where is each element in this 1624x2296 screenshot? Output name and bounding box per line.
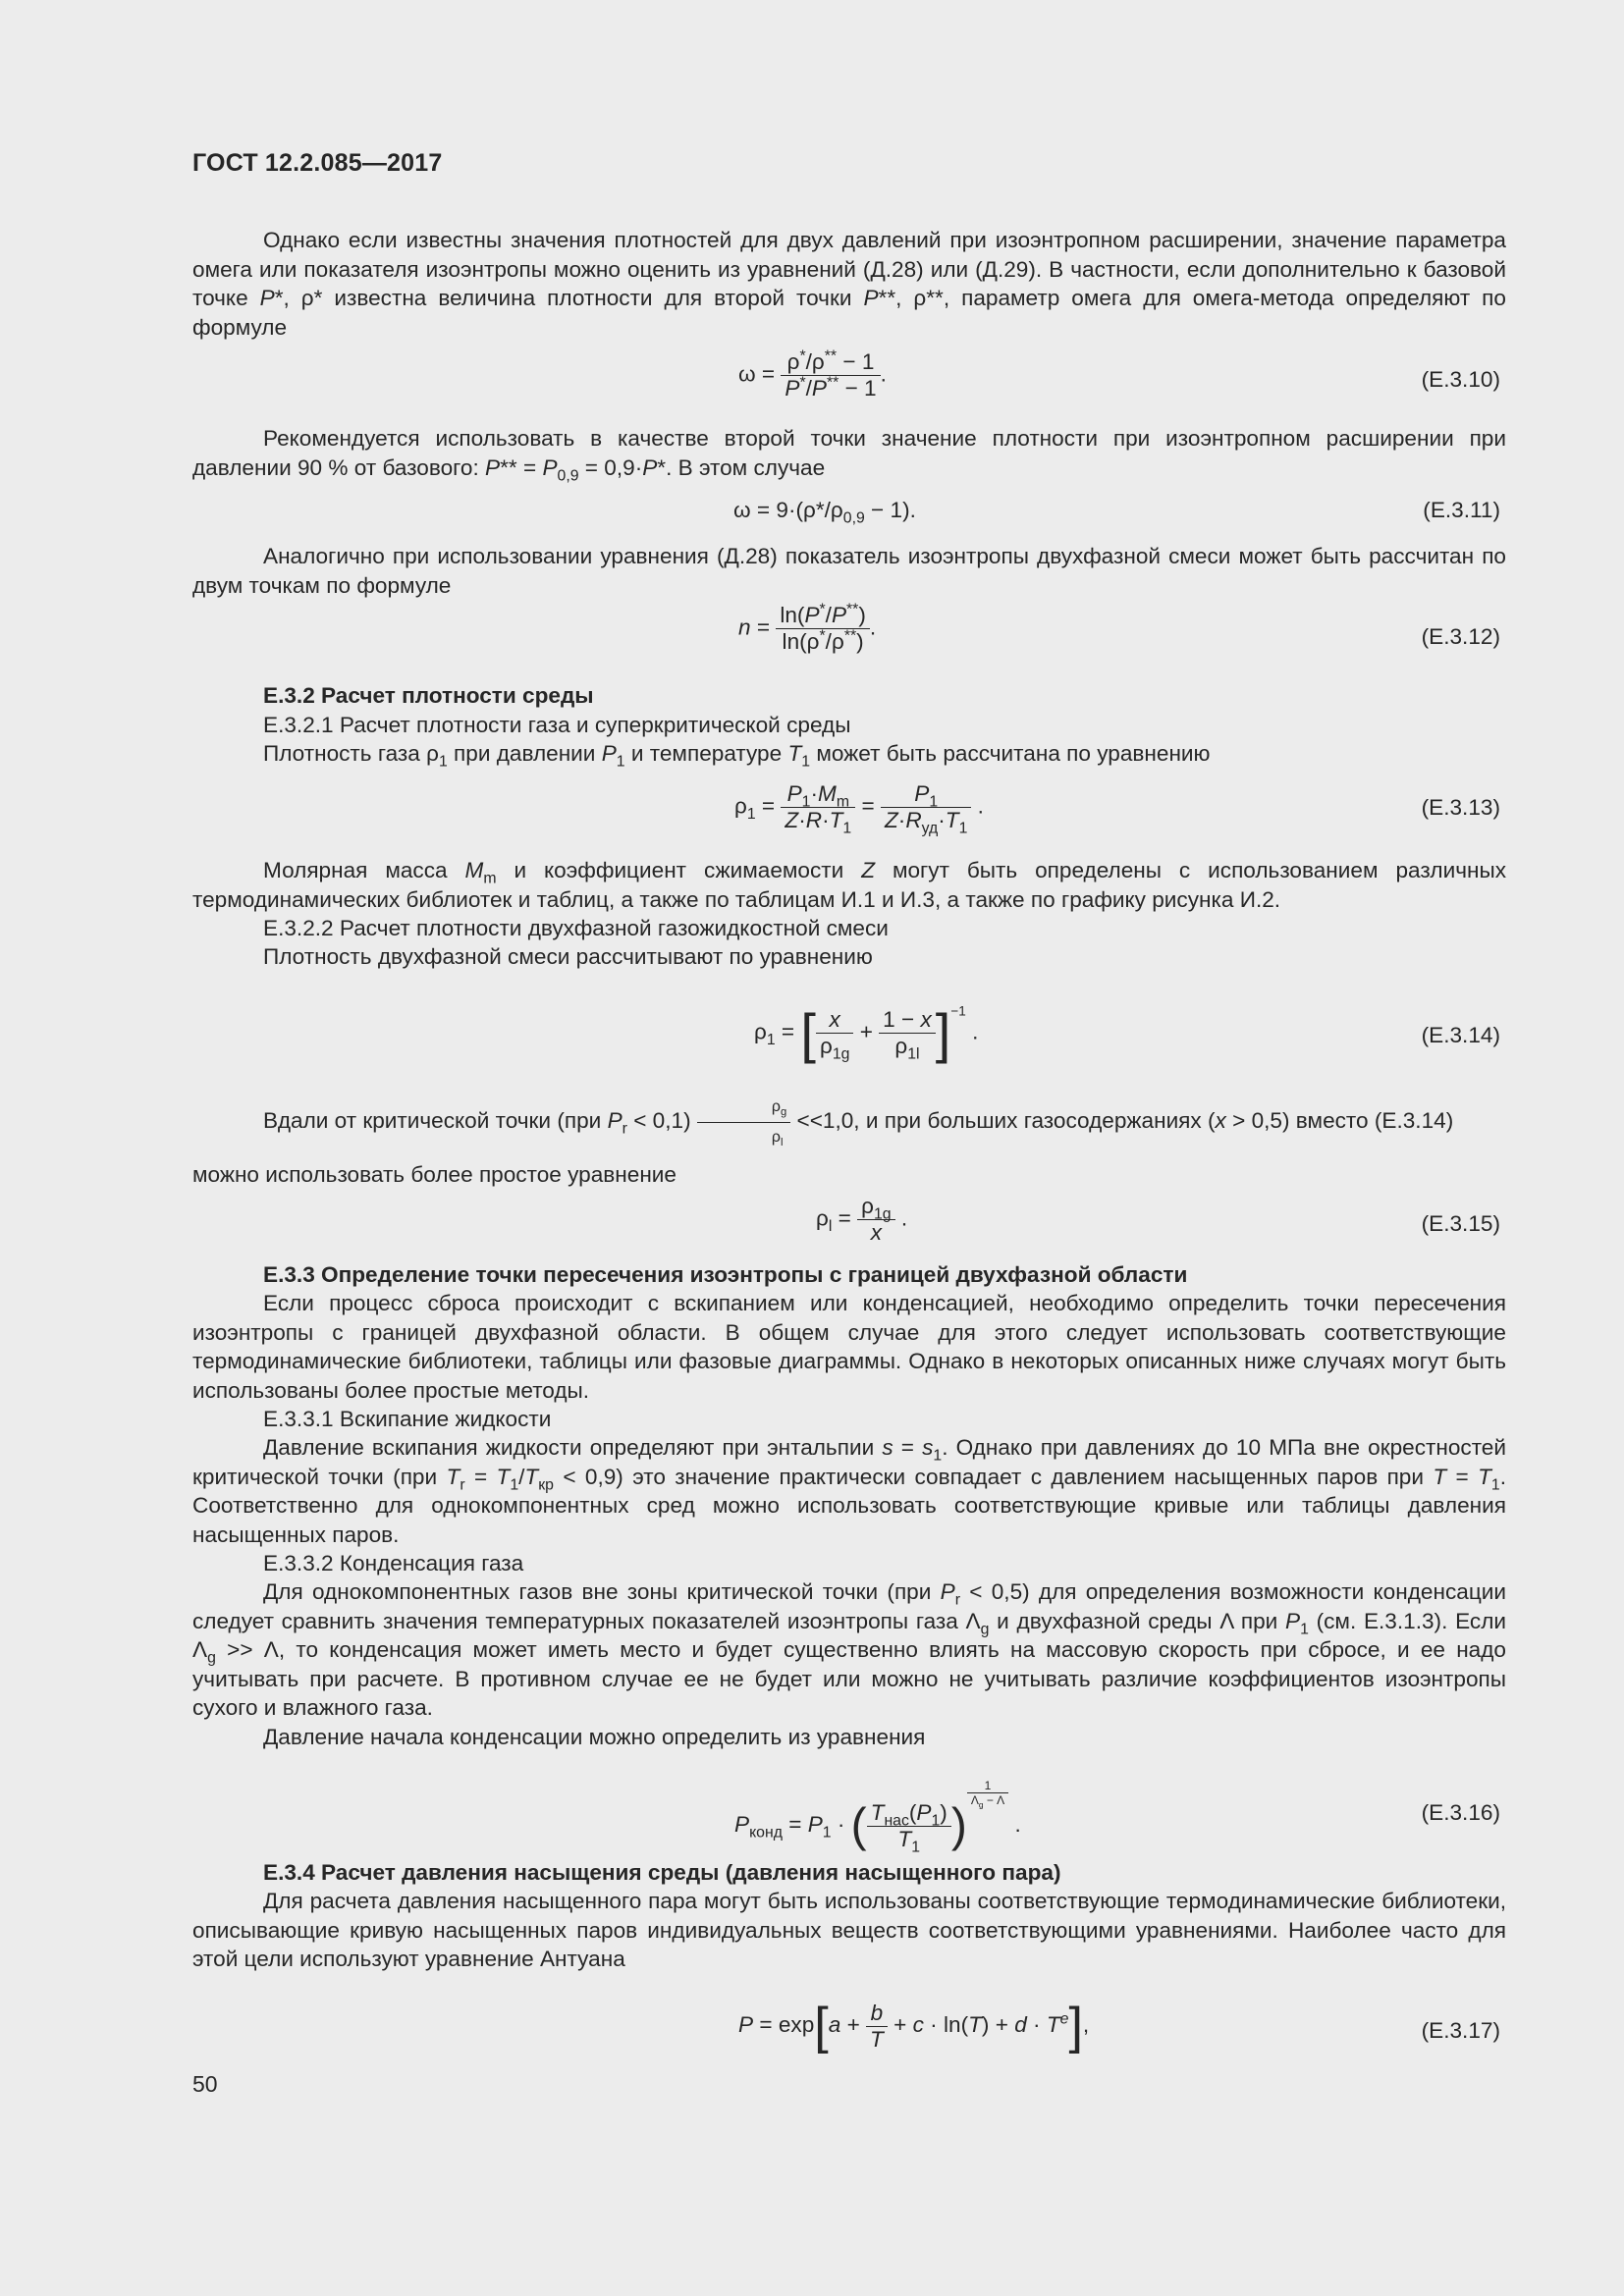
equation-label: (Е.3.15) (1421, 1211, 1500, 1236)
equation-e3-14: $\rho_1$ = [ $\frac{x}{\rho_{1g}}$ + $\frac{1 - x}{\rho_{1l}}$ ]$^{-1}$ . (Е.3.14) (754, 1002, 1500, 1064)
section-e3-3-title: Е.3.3 Определение точки пересечения изоэнтропы с границей двухфазной области (263, 1262, 1188, 1287)
document-header: ГОСТ 12.2.085—2017 (192, 149, 443, 177)
section-e3-4-title: Е.3.4 Расчет давления насыщения среды (давления насыщенного пара) (263, 1860, 1061, 1885)
equation-label: (Е.3.12) (1421, 624, 1500, 649)
equation-label: (Е.3.10) (1421, 367, 1500, 392)
paragraph: Если процесс сброса происходит с вскипанием или конденсацией, необходимо определить точки пересечения изоэнтропы с границей двухфазной области. В общем случае для этого следует использовать соответствующие термодинамические библиотеки, таблицы или фазовые диаграммы. Однако в некоторых описанных ниже случаях могут быть использованы более простые методы. (192, 1291, 1506, 1403)
section-e3-2-title: Е.3.2 Расчет плотности среды (263, 683, 594, 708)
equation-label: (Е.3.14) (1421, 1023, 1500, 1047)
equation-label: (Е.3.13) (1421, 795, 1500, 820)
equation-e3-10: ω = $\frac{\rho^*/\rho^{**} - 1}{P^*/P^{**} - 1}$ . (Е.3.10) (738, 347, 1500, 400)
equation-e3-11: $\omega = 9\cdot(\rho*/\rho_{0,9} - 1)$. (Е.3.11) (733, 498, 1500, 527)
subsection-e3-3-2-title: Е.3.3.2 Конденсация газа (263, 1551, 524, 1575)
page-number: 50 (192, 2071, 218, 2097)
paragraph: можно использовать более простое уравнение (192, 1162, 677, 1187)
paragraph: Для однокомпонентных газов вне зоны критической точки (при $P_r < 0,5$) для определения возможности конденсации следует сравнить значения температурных показателей изоэнтропы газа $\Lambda_g$ и двухфазной среды Λ при $P_1$ (см. Е.3.1.3). Если $\Lambda_g >> \Lambda$, то конденсация может иметь место и будет существенно влиять на массовую скорость при сбросе, и ее надо учитывать при расчете. В противном случае ее не будет или можно не учитывать различие коэффициентов изоэнтропы сухого и влажного газа. (192, 1579, 1507, 1720)
intro-paragraph-1: Однако если известны значения плотностей для двух давлений при изоэнтропном расширении, значение параметра омега или показателя изоэнтропы можно оценить из уравнений (Д.28) или (Д.29). В частности, если дополнительно к базовой точке P*, ρ* известна величина плотности для второй точки P**, ρ**, параметр омега для омега-метода определяют по формуле (192, 228, 1506, 340)
subsection-e3-2-2-title: Е.3.2.2 Расчет плотности двухфазной газожидкостной смеси (263, 916, 889, 940)
equation-e3-12: n = $\frac{\ln(P^*/P^{**})}{\ln(\rho^*/\rho^{**})}$ . (Е.3.12) (738, 601, 1500, 654)
paragraph: Давление вскипания жидкости определяют при энтальпии $s = s_1$. Однако при давлениях до 10 МПа вне окрестностей критической точки (при $T_r = T_1/T_{кр} < 0,9$) это значение практически совпадает с давлением насыщенных паров при $T = T_1$. Соответственно для однокомпонентных сред можно использовать соответствующие кривые или таблицы давления насыщенных паров. (192, 1435, 1506, 1547)
paragraph: Плотность двухфазной смеси рассчитывают по уравнению (263, 944, 873, 969)
subsection-e3-3-1-title: Е.3.3.1 Вскипание жидкости (263, 1407, 552, 1431)
paragraph: Плотность газа $\rho_1$ при давлении $P_1$ и температуре $T_1$ может быть рассчитана по уравнению (263, 741, 1211, 771)
equation-e3-16: $P_{конд} = P_1$ · ( $\frac{T_{нас}(P_1)}{T_1}$ ) $\frac{1}{\Lambda_g - \Lambda}$ . (Е.3.16) (734, 1779, 1500, 1856)
paragraph: Вдали от критической точки (при $P_r < 0,1$) $\frac{\rho_g}{\rho_l}$ <<1,0, и при больших газосодержаниях (x > 0,5) вместо (Е.3.14) (192, 1093, 1506, 1151)
equation-label: (Е.3.17) (1421, 2018, 1500, 2043)
intro-paragraph-3: Аналогично при использовании уравнения (Д.28) показатель изоэнтропы двухфазной смеси может быть рассчитан по двум точкам по формуле (192, 544, 1506, 598)
equation-e3-17: P = exp[a + $\frac{b}{T}$ + $c \cdot \ln(T) + d \cdot T^e$], (Е.3.17) (738, 1998, 1500, 2055)
intro-paragraph-2: Рекомендуется использовать в качестве второй точки значение плотности при изоэнтропном расширении при давлении 90 % от базового: $P** = P_{0,9} = 0,9\cdot P*$. В этом случае (192, 426, 1506, 485)
subsection-e3-2-1-title: Е.3.2.1 Расчет плотности газа и суперкритической среды (263, 713, 851, 737)
paragraph: Давление начала конденсации можно определить из уравнения (263, 1725, 926, 1749)
equation-label: (Е.3.16) (1421, 1800, 1500, 1825)
equation-e3-15: $\rho_l$ = $\frac{\rho_{1g}}{x}$ . (Е.3.15) (816, 1194, 1500, 1245)
paragraph: Молярная масса $M_m$ и коэффициент сжимаемости Z могут быть определены с использованием различных термодинамических библиотек и таблиц, а также по таблицам И.1 и И.3, а также по графику рисунка И.2. (192, 858, 1507, 912)
equation-e3-13: $\rho_1$ = $\frac{P_1\cdot M_m}{Z\cdot R\cdot T_1}$ = $\frac{P_1}{Z\cdot R_{уд}\cdot T_1}$ . (Е.3.13) (734, 781, 1500, 837)
paragraph: Для расчета давления насыщенного пара могут быть использованы соответствующие термодинамические библиотеки, описывающие кривую насыщенных паров индивидуальных веществ соответствующими уравнениями. Наиболее часто для этой цели используют уравнение Антуана (192, 1889, 1506, 1971)
equation-label: (Е.3.11) (1423, 498, 1500, 522)
